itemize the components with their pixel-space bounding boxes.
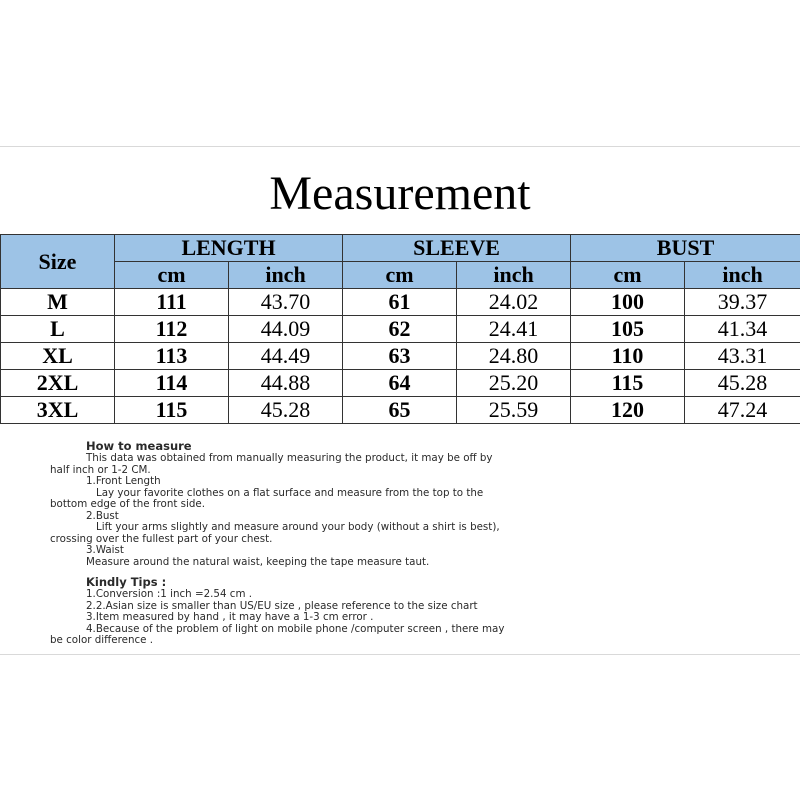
note-line: Lift your arms slightly and measure around your body (without a shirt is best),	[96, 521, 500, 533]
length-cm-cell: 111	[115, 289, 229, 316]
tip-line: 3.Item measured by hand , it may have a 1-3 cm error .	[86, 611, 374, 623]
note-line: 1.Front Length	[86, 475, 161, 487]
sleeve-cm-cell: 64	[343, 370, 457, 397]
length-group-header: LENGTH	[115, 235, 343, 262]
length-inch-cell: 44.49	[229, 343, 343, 370]
bust-cm-cell: 110	[571, 343, 685, 370]
unit-header: inch	[229, 262, 343, 289]
size-table	[0, 234, 800, 424]
table-row	[1, 343, 800, 370]
unit-header: cm	[343, 262, 457, 289]
bust-cm-cell: 105	[571, 316, 685, 343]
note-line: bottom edge of the front side.	[50, 498, 206, 510]
sleeve-inch-cell: 24.02	[457, 289, 571, 316]
sleeve-cm-cell: 63	[343, 343, 457, 370]
bust-inch-cell: 47.24	[685, 397, 800, 424]
tip-line: 1.Conversion :1 inch =2.54 cm .	[86, 588, 253, 600]
note-line: crossing over the fullest part of your chest.	[50, 532, 273, 545]
table-row	[1, 289, 800, 316]
unit-header: cm	[115, 262, 229, 289]
table-header-row	[1, 235, 800, 262]
bust-group-header: BUST	[571, 235, 800, 262]
sleeve-inch-cell: 24.80	[457, 343, 571, 370]
sleeve-cm-cell: 62	[343, 316, 457, 343]
tips-heading: Kindly Tips :	[86, 575, 167, 589]
table-row	[1, 316, 800, 343]
unit-header: inch	[685, 262, 800, 289]
sleeve-inch-cell: 24.41	[457, 316, 571, 343]
size-cell: L	[1, 316, 115, 343]
size-cell: XL	[1, 343, 115, 370]
size-cell: 2XL	[1, 370, 115, 397]
note-line: Measure around the natural waist, keeping the tape measure taut.	[86, 555, 430, 568]
bottom-divider	[0, 654, 800, 655]
tip-line: be color difference .	[50, 634, 154, 646]
sleeve-inch-cell: 25.59	[457, 397, 571, 424]
table-row	[1, 397, 800, 424]
sleeve-group-header: SLEEVE	[343, 235, 571, 262]
top-divider	[0, 146, 800, 147]
how-to-heading: How to measure	[86, 439, 192, 453]
note-line: Lay your favorite clothes on a flat surface and measure from the top to the	[96, 486, 484, 499]
length-cm-cell: 114	[115, 370, 229, 397]
bust-cm-cell: 100	[571, 289, 685, 316]
bust-inch-cell: 45.28	[685, 370, 800, 397]
size-cell: M	[1, 289, 115, 316]
note-line: half inch or 1-2 CM.	[50, 463, 151, 476]
size-column-header: Size	[1, 235, 115, 289]
unit-header: cm	[571, 262, 685, 289]
sleeve-inch-cell: 25.20	[457, 370, 571, 397]
bust-cm-cell: 120	[571, 397, 685, 424]
sleeve-cm-cell: 65	[343, 397, 457, 424]
length-cm-cell: 113	[115, 343, 229, 370]
page-title: Measurement	[269, 167, 531, 220]
bust-inch-cell: 43.31	[685, 343, 800, 370]
table-row	[1, 370, 800, 397]
length-cm-cell: 112	[115, 316, 229, 343]
tip-line: 2.2.Asian size is smaller than US/EU size , please reference to the size chart	[86, 599, 478, 612]
sleeve-cm-cell: 61	[343, 289, 457, 316]
tip-line: 4.Because of the problem of light on mobile phone /computer screen , there may	[86, 622, 505, 635]
length-inch-cell: 45.28	[229, 397, 343, 424]
note-line: 3.Waist	[86, 544, 124, 556]
table-units-row	[1, 262, 800, 289]
length-inch-cell: 44.09	[229, 316, 343, 343]
note-line: 2.Bust	[86, 509, 119, 522]
bust-cm-cell: 115	[571, 370, 685, 397]
bust-inch-cell: 39.37	[685, 289, 800, 316]
length-cm-cell: 115	[115, 397, 229, 424]
note-line: This data was obtained from manually measuring the product, it may be off by	[86, 452, 493, 464]
unit-header: inch	[457, 262, 571, 289]
bust-inch-cell: 41.34	[685, 316, 800, 343]
size-cell: 3XL	[1, 397, 115, 424]
length-inch-cell: 43.70	[229, 289, 343, 316]
measurement-notes	[50, 440, 750, 647]
length-inch-cell: 44.88	[229, 370, 343, 397]
